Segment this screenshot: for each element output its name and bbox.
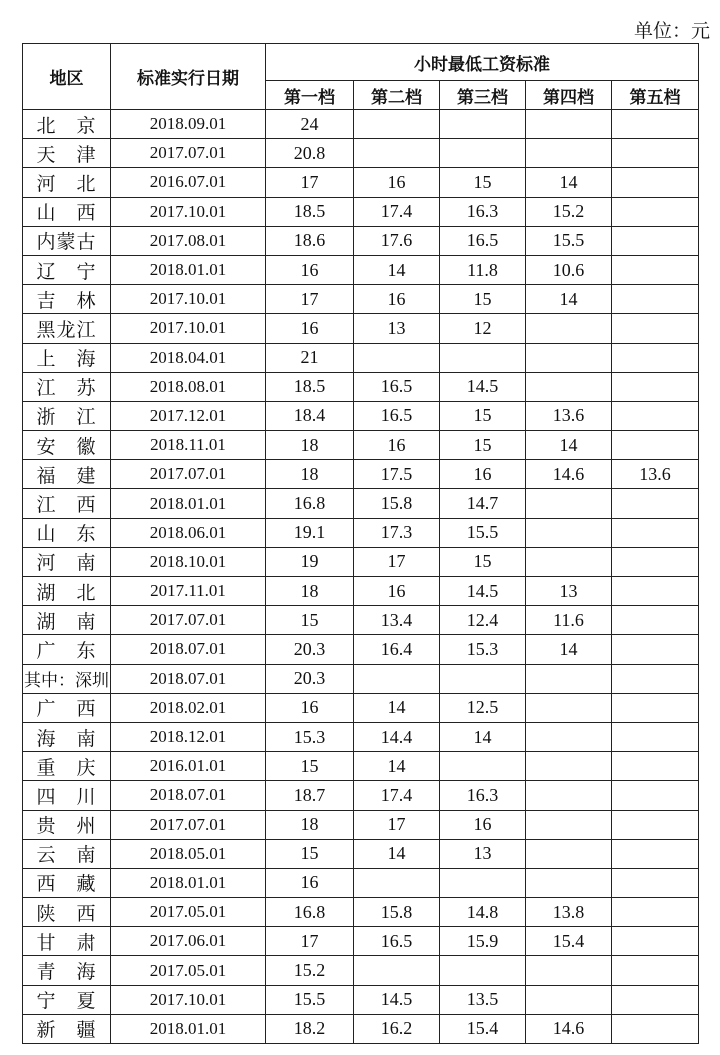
tier-2-cell: 13.4	[354, 606, 440, 635]
tier-4-cell	[526, 781, 612, 810]
tier-1-cell: 18	[266, 577, 354, 606]
tier-1-cell: 19	[266, 547, 354, 576]
tier-4-cell	[526, 868, 612, 897]
tier-3-cell: 12.5	[440, 693, 526, 722]
tier-5-cell	[612, 664, 699, 693]
tier-2-cell	[354, 139, 440, 168]
region-cell: 海 南	[23, 722, 111, 751]
minimum-wage-table	[22, 43, 699, 1044]
tier-3-cell: 15	[440, 401, 526, 430]
tier-3-cell: 15	[440, 431, 526, 460]
tier-2-cell: 17.6	[354, 226, 440, 255]
header-tier-3: 第三档	[440, 81, 526, 110]
date-cell: 2018.07.01	[111, 664, 266, 693]
region-cell: 贵 州	[23, 810, 111, 839]
tier-2-cell: 15.8	[354, 489, 440, 518]
tier-3-cell: 15.3	[440, 635, 526, 664]
tier-5-cell	[612, 693, 699, 722]
tier-1-cell: 15	[266, 606, 354, 635]
tier-5-cell	[612, 431, 699, 460]
tier-5-cell	[612, 606, 699, 635]
tier-5-cell	[612, 839, 699, 868]
table-row	[23, 139, 699, 168]
table-row	[23, 839, 699, 868]
tier-4-cell	[526, 693, 612, 722]
tier-2-cell: 16	[354, 431, 440, 460]
date-cell: 2018.09.01	[111, 110, 266, 139]
tier-5-cell	[612, 285, 699, 314]
tier-5-cell	[612, 781, 699, 810]
tier-5-cell	[612, 898, 699, 927]
date-cell: 2017.11.01	[111, 577, 266, 606]
region-cell: 广 东	[23, 635, 111, 664]
region-cell: 上 海	[23, 343, 111, 372]
tier-2-cell: 17	[354, 547, 440, 576]
tier-5-cell	[612, 110, 699, 139]
tier-4-cell: 13	[526, 577, 612, 606]
tier-4-cell	[526, 810, 612, 839]
date-cell: 2018.08.01	[111, 372, 266, 401]
header-tier-1: 第一档	[266, 81, 354, 110]
tier-3-cell: 12	[440, 314, 526, 343]
tier-1-cell: 15	[266, 752, 354, 781]
tier-5-cell	[612, 401, 699, 430]
tier-1-cell: 18.5	[266, 372, 354, 401]
tier-2-cell: 14	[354, 839, 440, 868]
tier-4-cell	[526, 839, 612, 868]
tier-4-cell	[526, 139, 612, 168]
table-body	[23, 110, 699, 1044]
table-row	[23, 722, 699, 751]
tier-1-cell: 17	[266, 285, 354, 314]
date-cell: 2018.01.01	[111, 1014, 266, 1043]
tier-4-cell	[526, 956, 612, 985]
tier-3-cell	[440, 343, 526, 372]
tier-4-cell: 11.6	[526, 606, 612, 635]
header-hourly-wage-group: 小时最低工资标准	[266, 44, 699, 81]
tier-4-cell: 15.4	[526, 927, 612, 956]
tier-2-cell: 16.5	[354, 927, 440, 956]
region-cell: 辽 宁	[23, 255, 111, 284]
tier-3-cell: 15	[440, 168, 526, 197]
tier-1-cell: 16.8	[266, 489, 354, 518]
tier-2-cell	[354, 664, 440, 693]
tier-3-cell	[440, 868, 526, 897]
tier-2-cell: 13	[354, 314, 440, 343]
region-cell: 浙 江	[23, 401, 111, 430]
tier-5-cell	[612, 343, 699, 372]
table-row	[23, 401, 699, 430]
tier-3-cell: 14.5	[440, 372, 526, 401]
table-row	[23, 489, 699, 518]
tier-4-cell: 14	[526, 635, 612, 664]
tier-3-cell: 14.5	[440, 577, 526, 606]
tier-5-cell	[612, 722, 699, 751]
tier-1-cell: 18.4	[266, 401, 354, 430]
region-cell: 云 南	[23, 839, 111, 868]
region-cell: 青 海	[23, 956, 111, 985]
tier-3-cell: 15.9	[440, 927, 526, 956]
tier-1-cell: 21	[266, 343, 354, 372]
tier-1-cell: 16.8	[266, 898, 354, 927]
date-cell: 2017.06.01	[111, 927, 266, 956]
region-cell: 北 京	[23, 110, 111, 139]
region-cell: 四 川	[23, 781, 111, 810]
date-cell: 2018.11.01	[111, 431, 266, 460]
date-cell: 2017.05.01	[111, 898, 266, 927]
table-row	[23, 1014, 699, 1043]
table-row	[23, 255, 699, 284]
date-cell: 2018.04.01	[111, 343, 266, 372]
tier-2-cell	[354, 956, 440, 985]
date-cell: 2018.01.01	[111, 489, 266, 518]
tier-5-cell	[612, 956, 699, 985]
tier-4-cell	[526, 752, 612, 781]
tier-4-cell: 14	[526, 168, 612, 197]
tier-4-cell: 10.6	[526, 255, 612, 284]
table-row	[23, 781, 699, 810]
tier-4-cell	[526, 314, 612, 343]
tier-1-cell: 16	[266, 314, 354, 343]
tier-5-cell	[612, 372, 699, 401]
region-cell: 内蒙古	[23, 226, 111, 255]
table-row	[23, 518, 699, 547]
header-date: 标准实行日期	[111, 44, 266, 110]
tier-4-cell: 14	[526, 285, 612, 314]
date-cell: 2017.07.01	[111, 139, 266, 168]
tier-1-cell: 18.7	[266, 781, 354, 810]
tier-3-cell: 11.8	[440, 255, 526, 284]
tier-2-cell: 17.3	[354, 518, 440, 547]
tier-4-cell: 13.6	[526, 401, 612, 430]
tier-5-cell	[612, 168, 699, 197]
date-cell: 2018.01.01	[111, 868, 266, 897]
tier-4-cell: 15.2	[526, 197, 612, 226]
tier-3-cell: 16.3	[440, 197, 526, 226]
tier-1-cell: 18	[266, 460, 354, 489]
tier-2-cell: 16.5	[354, 401, 440, 430]
tier-3-cell: 16	[440, 810, 526, 839]
tier-5-cell	[612, 197, 699, 226]
date-cell: 2018.05.01	[111, 839, 266, 868]
table-row	[23, 343, 699, 372]
tier-1-cell: 18	[266, 431, 354, 460]
tier-2-cell: 16	[354, 285, 440, 314]
tier-1-cell: 17	[266, 927, 354, 956]
tier-2-cell: 16.2	[354, 1014, 440, 1043]
date-cell: 2017.12.01	[111, 401, 266, 430]
date-cell: 2017.07.01	[111, 460, 266, 489]
tier-5-cell	[612, 547, 699, 576]
date-cell: 2017.07.01	[111, 810, 266, 839]
region-cell: 安 徽	[23, 431, 111, 460]
tier-5-cell	[612, 489, 699, 518]
tier-1-cell: 19.1	[266, 518, 354, 547]
tier-3-cell: 14.8	[440, 898, 526, 927]
header-tier-2: 第二档	[354, 81, 440, 110]
region-cell: 山 东	[23, 518, 111, 547]
tier-1-cell: 18.5	[266, 197, 354, 226]
tier-1-cell: 16	[266, 693, 354, 722]
tier-4-cell: 14.6	[526, 460, 612, 489]
region-cell: 福 建	[23, 460, 111, 489]
region-cell: 湖 北	[23, 577, 111, 606]
tier-4-cell	[526, 489, 612, 518]
tier-2-cell: 14.4	[354, 722, 440, 751]
tier-5-cell	[612, 518, 699, 547]
tier-1-cell: 15.5	[266, 985, 354, 1014]
tier-2-cell: 16	[354, 168, 440, 197]
tier-3-cell	[440, 110, 526, 139]
tier-4-cell	[526, 985, 612, 1014]
region-cell: 重 庆	[23, 752, 111, 781]
tier-1-cell: 18	[266, 810, 354, 839]
date-cell: 2017.10.01	[111, 285, 266, 314]
region-cell: 吉 林	[23, 285, 111, 314]
tier-4-cell	[526, 372, 612, 401]
table-row	[23, 110, 699, 139]
tier-4-cell	[526, 518, 612, 547]
header-row-1	[23, 44, 699, 81]
tier-1-cell: 15.3	[266, 722, 354, 751]
table-row	[23, 868, 699, 897]
region-cell: 黑龙江	[23, 314, 111, 343]
table-row	[23, 226, 699, 255]
tier-2-cell: 17.4	[354, 781, 440, 810]
region-cell: 其中：深圳	[23, 664, 111, 693]
tier-3-cell: 16.3	[440, 781, 526, 810]
tier-3-cell: 13.5	[440, 985, 526, 1014]
date-cell: 2017.10.01	[111, 985, 266, 1014]
date-cell: 2016.07.01	[111, 168, 266, 197]
table-row	[23, 664, 699, 693]
tier-4-cell	[526, 722, 612, 751]
tier-5-cell	[612, 927, 699, 956]
tier-3-cell	[440, 956, 526, 985]
tier-3-cell: 15	[440, 285, 526, 314]
tier-4-cell	[526, 664, 612, 693]
header-tier-5: 第五档	[612, 81, 699, 110]
date-cell: 2018.01.01	[111, 255, 266, 284]
tier-1-cell: 16	[266, 868, 354, 897]
region-cell: 河 北	[23, 168, 111, 197]
unit-label: 单位：元	[633, 20, 710, 42]
date-cell: 2017.10.01	[111, 197, 266, 226]
tier-1-cell: 15.2	[266, 956, 354, 985]
date-cell: 2018.12.01	[111, 722, 266, 751]
tier-5-cell	[612, 810, 699, 839]
tier-2-cell: 17.4	[354, 197, 440, 226]
tier-1-cell: 15	[266, 839, 354, 868]
region-cell: 湖 南	[23, 606, 111, 635]
region-cell: 新 疆	[23, 1014, 111, 1043]
region-cell: 甘 肃	[23, 927, 111, 956]
region-cell: 河 南	[23, 547, 111, 576]
tier-4-cell	[526, 343, 612, 372]
tier-2-cell: 14	[354, 752, 440, 781]
tier-3-cell: 14.7	[440, 489, 526, 518]
tier-5-cell	[612, 226, 699, 255]
tier-2-cell	[354, 110, 440, 139]
date-cell: 2016.01.01	[111, 752, 266, 781]
header-tier-4: 第四档	[526, 81, 612, 110]
tier-3-cell	[440, 139, 526, 168]
tier-1-cell: 20.8	[266, 139, 354, 168]
date-cell: 2018.10.01	[111, 547, 266, 576]
table-row	[23, 810, 699, 839]
date-cell: 2018.02.01	[111, 693, 266, 722]
tier-1-cell: 20.3	[266, 664, 354, 693]
tier-2-cell	[354, 343, 440, 372]
date-cell: 2017.07.01	[111, 606, 266, 635]
tier-2-cell: 17	[354, 810, 440, 839]
tier-3-cell: 13	[440, 839, 526, 868]
tier-5-cell: 13.6	[612, 460, 699, 489]
date-cell: 2017.05.01	[111, 956, 266, 985]
tier-5-cell	[612, 635, 699, 664]
tier-4-cell	[526, 547, 612, 576]
region-cell: 陕 西	[23, 898, 111, 927]
table-row	[23, 752, 699, 781]
tier-3-cell: 14	[440, 722, 526, 751]
tier-4-cell: 14.6	[526, 1014, 612, 1043]
tier-4-cell: 14	[526, 431, 612, 460]
tier-1-cell: 20.3	[266, 635, 354, 664]
tier-5-cell	[612, 1014, 699, 1043]
tier-5-cell	[612, 314, 699, 343]
table-row	[23, 547, 699, 576]
tier-4-cell: 15.5	[526, 226, 612, 255]
table-row	[23, 577, 699, 606]
date-cell: 2018.06.01	[111, 518, 266, 547]
region-cell: 宁 夏	[23, 985, 111, 1014]
tier-4-cell	[526, 110, 612, 139]
date-cell: 2017.10.01	[111, 314, 266, 343]
table-row	[23, 314, 699, 343]
tier-5-cell	[612, 139, 699, 168]
tier-2-cell: 14	[354, 693, 440, 722]
date-cell: 2018.07.01	[111, 781, 266, 810]
tier-2-cell: 16	[354, 577, 440, 606]
table-row	[23, 956, 699, 985]
region-cell: 山 西	[23, 197, 111, 226]
table-row	[23, 635, 699, 664]
table-row	[23, 197, 699, 226]
tier-5-cell	[612, 577, 699, 606]
table-row	[23, 693, 699, 722]
table-row	[23, 606, 699, 635]
tier-1-cell: 16	[266, 255, 354, 284]
tier-3-cell: 15.5	[440, 518, 526, 547]
tier-5-cell	[612, 752, 699, 781]
table-row	[23, 431, 699, 460]
tier-3-cell: 12.4	[440, 606, 526, 635]
tier-1-cell: 18.6	[266, 226, 354, 255]
region-cell: 广 西	[23, 693, 111, 722]
tier-3-cell: 15	[440, 547, 526, 576]
tier-1-cell: 24	[266, 110, 354, 139]
tier-2-cell: 16.4	[354, 635, 440, 664]
table-row	[23, 168, 699, 197]
region-cell: 天 津	[23, 139, 111, 168]
tier-1-cell: 18.2	[266, 1014, 354, 1043]
tier-2-cell: 14	[354, 255, 440, 284]
table-row	[23, 285, 699, 314]
tier-3-cell	[440, 752, 526, 781]
table-row	[23, 460, 699, 489]
region-cell: 江 苏	[23, 372, 111, 401]
table-row	[23, 898, 699, 927]
tier-2-cell	[354, 868, 440, 897]
tier-3-cell	[440, 664, 526, 693]
tier-5-cell	[612, 868, 699, 897]
tier-3-cell: 16	[440, 460, 526, 489]
tier-2-cell: 14.5	[354, 985, 440, 1014]
tier-4-cell: 13.8	[526, 898, 612, 927]
tier-5-cell	[612, 985, 699, 1014]
tier-2-cell: 17.5	[354, 460, 440, 489]
tier-3-cell: 16.5	[440, 226, 526, 255]
table-row	[23, 985, 699, 1014]
tier-2-cell: 15.8	[354, 898, 440, 927]
region-cell: 西 藏	[23, 868, 111, 897]
tier-2-cell: 16.5	[354, 372, 440, 401]
table-row	[23, 927, 699, 956]
tier-3-cell: 15.4	[440, 1014, 526, 1043]
table-row	[23, 372, 699, 401]
date-cell: 2017.08.01	[111, 226, 266, 255]
tier-1-cell: 17	[266, 168, 354, 197]
region-cell: 江 西	[23, 489, 111, 518]
header-region: 地区	[23, 44, 111, 110]
tier-5-cell	[612, 255, 699, 284]
date-cell: 2018.07.01	[111, 635, 266, 664]
document-frame	[22, 8, 716, 1048]
